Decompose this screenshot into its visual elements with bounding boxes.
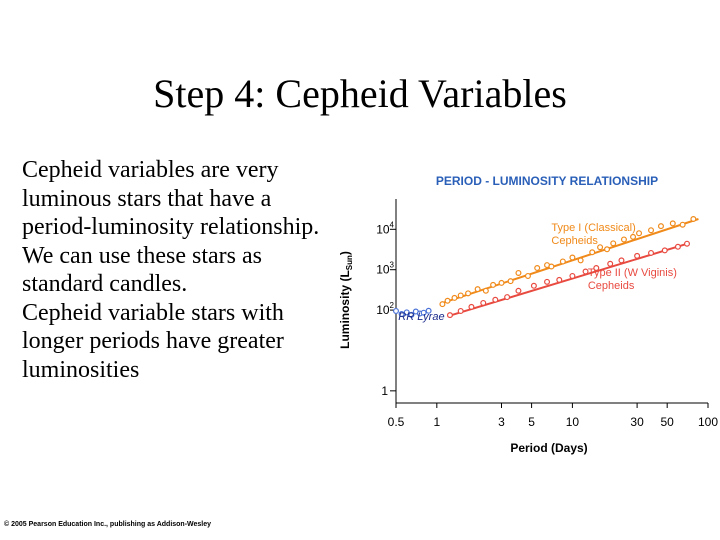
data-point-series-0 (670, 221, 675, 226)
x-tick-label: 5 (528, 415, 535, 429)
period-luminosity-chart (336, 165, 719, 465)
data-point-series-1 (662, 248, 667, 253)
x-tick-label: 0.5 (387, 415, 405, 429)
data-point-series-0 (452, 296, 457, 301)
data-point-series-0 (526, 274, 531, 279)
data-point-series-1 (493, 297, 498, 302)
x-tick-label: 1 (433, 415, 441, 429)
data-point-series-0 (475, 287, 480, 292)
data-point-series-0 (611, 241, 616, 246)
x-tick-label: 30 (630, 415, 644, 429)
data-point-series-0 (445, 298, 450, 303)
x-tick-label: 3 (498, 415, 505, 429)
chart-title: PERIOD - LUMINOSITY RELATIONSHIP (435, 174, 659, 188)
data-point-series-1 (619, 258, 624, 263)
data-point-series-1 (516, 288, 521, 293)
data-point-series-0 (549, 264, 554, 269)
data-point-series-0 (649, 228, 654, 233)
series-label-2: RR Lyrae (398, 311, 445, 324)
data-point-series-0 (637, 231, 642, 236)
data-point-series-0 (458, 293, 463, 298)
data-point-series-0 (578, 258, 583, 263)
data-point-series-1 (505, 295, 510, 300)
data-point-series-0 (605, 247, 610, 252)
data-point-series-1 (676, 244, 681, 249)
y-axis-label: Luminosity $(L_{Sun})$ (338, 251, 354, 349)
y-tick-label: $10^4$ (376, 220, 394, 237)
data-point-series-0 (535, 266, 540, 271)
data-point-series-1 (557, 277, 562, 282)
data-point-series-0 (691, 217, 696, 222)
data-point-series-0 (483, 288, 488, 293)
data-point-series-1 (570, 274, 575, 279)
series-label-1: Cepheids (587, 279, 635, 292)
x-axis-label: Period (Days) (510, 441, 588, 455)
data-point-series-0 (570, 255, 575, 260)
y-tick-label: $10^2$ (376, 301, 394, 318)
x-tick-label: 10 (565, 415, 580, 429)
slide-title: Step 4: Cepheid Variables (153, 71, 567, 116)
data-point-series-1 (481, 301, 486, 306)
data-point-series-1 (649, 251, 654, 256)
data-point-series-1 (469, 304, 474, 309)
x-tick-label: 100 (697, 415, 719, 429)
data-point-series-0 (598, 245, 603, 250)
paragraph-period-luminosity: Cepheid variable stars with longer periods have greater luminosities (22, 299, 284, 383)
data-point-series-0 (631, 234, 636, 239)
data-point-series-0 (622, 237, 627, 242)
data-point-series-1 (608, 261, 613, 266)
data-point-series-1 (458, 309, 463, 314)
data-point-series-1 (685, 241, 690, 246)
data-point-series-1 (635, 253, 640, 258)
data-point-series-0 (590, 250, 595, 255)
data-point-series-0 (466, 291, 471, 296)
data-point-series-0 (659, 224, 664, 229)
chart-svg (336, 165, 719, 465)
body-text (22, 156, 342, 384)
data-point-series-1 (532, 283, 537, 288)
data-point-series-0 (499, 281, 504, 286)
x-tick-label: 50 (660, 415, 674, 429)
y-tick-label: 1 (381, 383, 388, 398)
data-point-series-0 (680, 222, 685, 227)
paragraph-definition: Cepheid variables are very luminous stars that have a period-luminosity relationship. We can use these stars as standard candles. (22, 157, 320, 297)
data-point-series-1 (448, 313, 453, 318)
data-point-series-1 (545, 279, 550, 284)
data-point-series-0 (491, 283, 496, 288)
data-point-series-0 (516, 271, 521, 276)
data-point-series-0 (440, 302, 445, 307)
y-tick-label: $10^3$ (376, 260, 394, 277)
copyright-notice: © 2005 Pearson Education Inc., publishing as Addison-Wesley (4, 521, 212, 528)
series-label-0: Cepheids (551, 235, 598, 248)
data-point-series-0 (508, 279, 513, 284)
series-label-1: Type II (W Viginis) (587, 266, 677, 279)
series-label-0: Type I (Classical) (551, 222, 636, 235)
data-point-series-0 (560, 259, 565, 264)
